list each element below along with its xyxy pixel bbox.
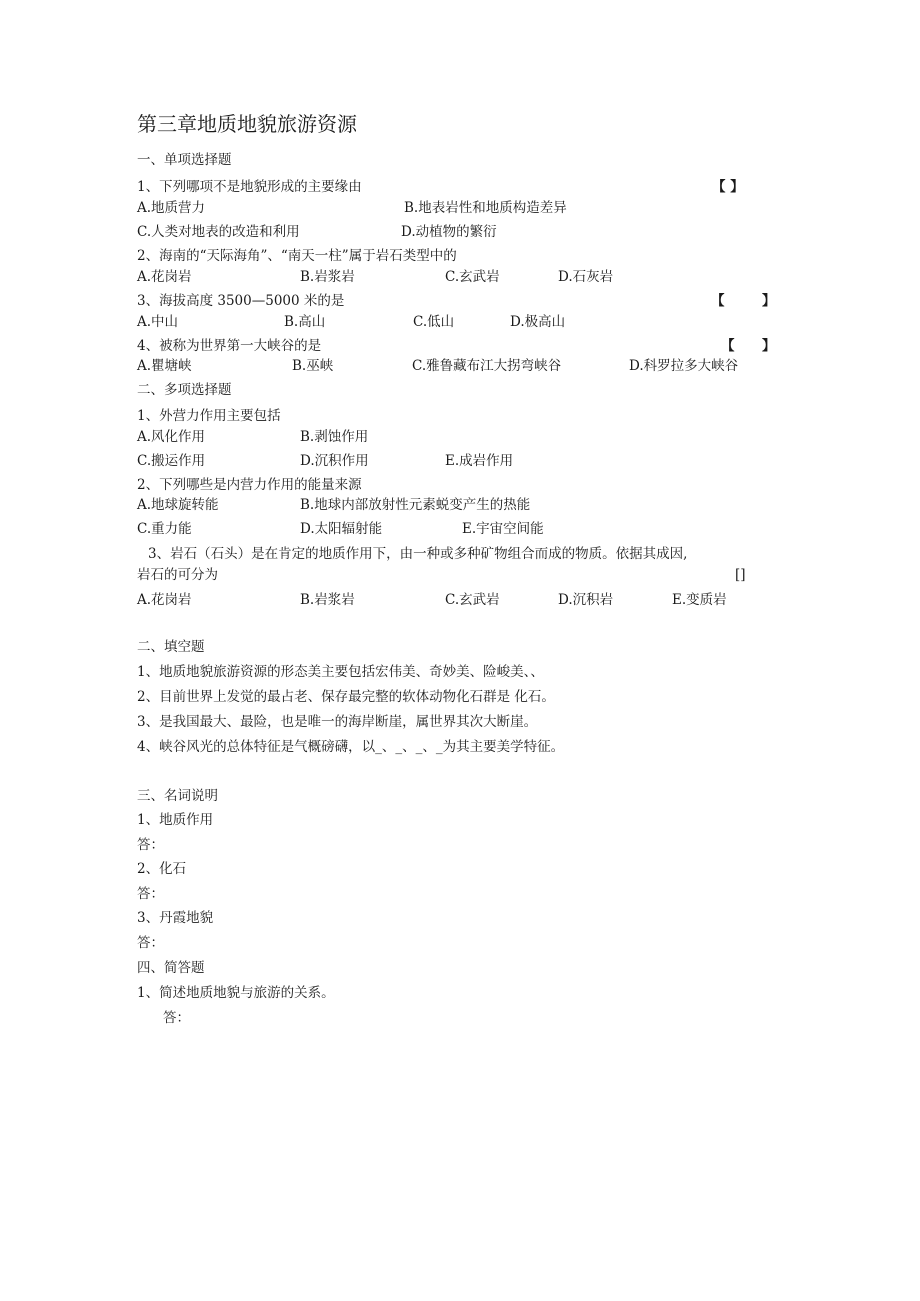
option-d: D.科罗拉多大峡谷 (629, 358, 739, 374)
option-a: A.地球旋转能 (137, 497, 219, 513)
section-heading-single-choice: 一、单项选择题 (137, 152, 232, 168)
chapter-title: 第三章地质地貌旅游资源 (137, 112, 357, 136)
answer-bracket: 【 】 (712, 179, 744, 195)
term-question: 2、化石 (137, 861, 187, 877)
section-heading-multi-choice: 二、多项选择题 (137, 382, 232, 398)
option-c: C.重力能 (137, 521, 192, 537)
option-a: A.中山 (137, 314, 179, 330)
option-c: C.雅鲁藏布江大拐弯峡谷 (412, 358, 562, 374)
option-a: A.花岗岩 (137, 592, 192, 608)
option-d: D.太阳辐射能 (300, 521, 383, 537)
option-a: A.风化作用 (137, 429, 206, 445)
option-c: C.搬运作用 (137, 453, 206, 469)
term-question: 3、丹霞地貌 (137, 910, 214, 926)
option-c: C.玄武岩 (445, 269, 500, 285)
option-a: A.瞿塘峡 (137, 358, 192, 374)
option-d: D.沉积岩 (558, 592, 614, 608)
answer-bracket-left: 【 (711, 293, 725, 309)
option-c: C.人类对地表的改造和利用 (137, 224, 300, 240)
option-b: B.巫峡 (292, 358, 334, 374)
option-b: B.岩浆岩 (300, 269, 355, 285)
answer-bracket: [] (735, 567, 746, 583)
short-question: 1、简述地质地貌与旅游的关系。 (137, 985, 335, 1001)
answer-label: 答： (137, 886, 164, 902)
option-c: C.玄武岩 (445, 592, 500, 608)
option-e: E.成岩作用 (445, 453, 514, 469)
option-b: B.地表岩性和地质构造差异 (404, 200, 567, 216)
answer-bracket-right: 】 (762, 293, 776, 309)
option-b: B.地球内部放射性元素蜕变产生的热能 (300, 497, 531, 513)
option-a: A.地质营力 (137, 200, 206, 216)
option-d: D.石灰岩 (558, 269, 614, 285)
question-stem: 4、被称为世界第一大峡谷的是 (137, 338, 322, 354)
option-d: D.极高山 (510, 314, 566, 330)
fill-question: 4、峡谷风光的总体特征是气概磅礴，以_、_、_、_为其主要美学特征。 (137, 739, 565, 755)
fill-question: 1、地质地貌旅游资源的形态美主要包括宏伟美、奇妙美、险峻美、、 (137, 664, 544, 680)
question-stem: 1、下列哪项不是地貌形成的主要缘由 (137, 179, 362, 195)
option-b: B.岩浆岩 (300, 592, 355, 608)
question-stem: 2、海南的“天际海角”、“南天一柱”属于岩石类型中的 (137, 248, 457, 264)
option-e: E.宇宙空间能 (462, 521, 544, 537)
option-a: A.花岗岩 (137, 269, 192, 285)
question-stem: 1、外营力作用主要包括 (137, 408, 281, 424)
answer-bracket-left: 【 (721, 338, 735, 354)
option-b: B.高山 (284, 314, 326, 330)
answer-bracket-right: 】 (762, 338, 776, 354)
section-heading-terms: 三、名词说明 (137, 788, 218, 804)
question-stem: 3、岩石（石头）是在肯定的地质作用下，由一种或多种矿物组合而成的物质。依据其成因, (148, 546, 688, 562)
term-question: 1、地质作用 (137, 812, 214, 828)
option-b: B.剥蚀作用 (300, 429, 369, 445)
fill-question: 3、是我国最大、最险，也是唯一的海岸断崖，属世界其次大断崖。 (137, 714, 538, 730)
question-stem: 3、海拔高度 3500—5000 米的是 (137, 293, 345, 309)
answer-label: 答： (137, 935, 164, 951)
option-d: D.动植物的繁衍 (401, 224, 497, 240)
section-heading-fill-blank: 二、填空题 (137, 639, 205, 655)
answer-label: 答： (163, 1010, 190, 1026)
section-heading-short-answer: 四、简答题 (137, 960, 205, 976)
answer-label: 答： (137, 837, 164, 853)
option-c: C.低山 (413, 314, 455, 330)
option-d: D.沉积作用 (300, 453, 369, 469)
question-stem: 2、下列哪些是内营力作用的能量来源 (137, 477, 362, 493)
question-stem-continued: 岩石的可分为 (137, 567, 218, 583)
fill-question: 2、目前世界上发觉的最占老、保存最完整的软体动物化石群是 化石。 (137, 689, 555, 705)
option-e: E.变质岩 (672, 592, 727, 608)
